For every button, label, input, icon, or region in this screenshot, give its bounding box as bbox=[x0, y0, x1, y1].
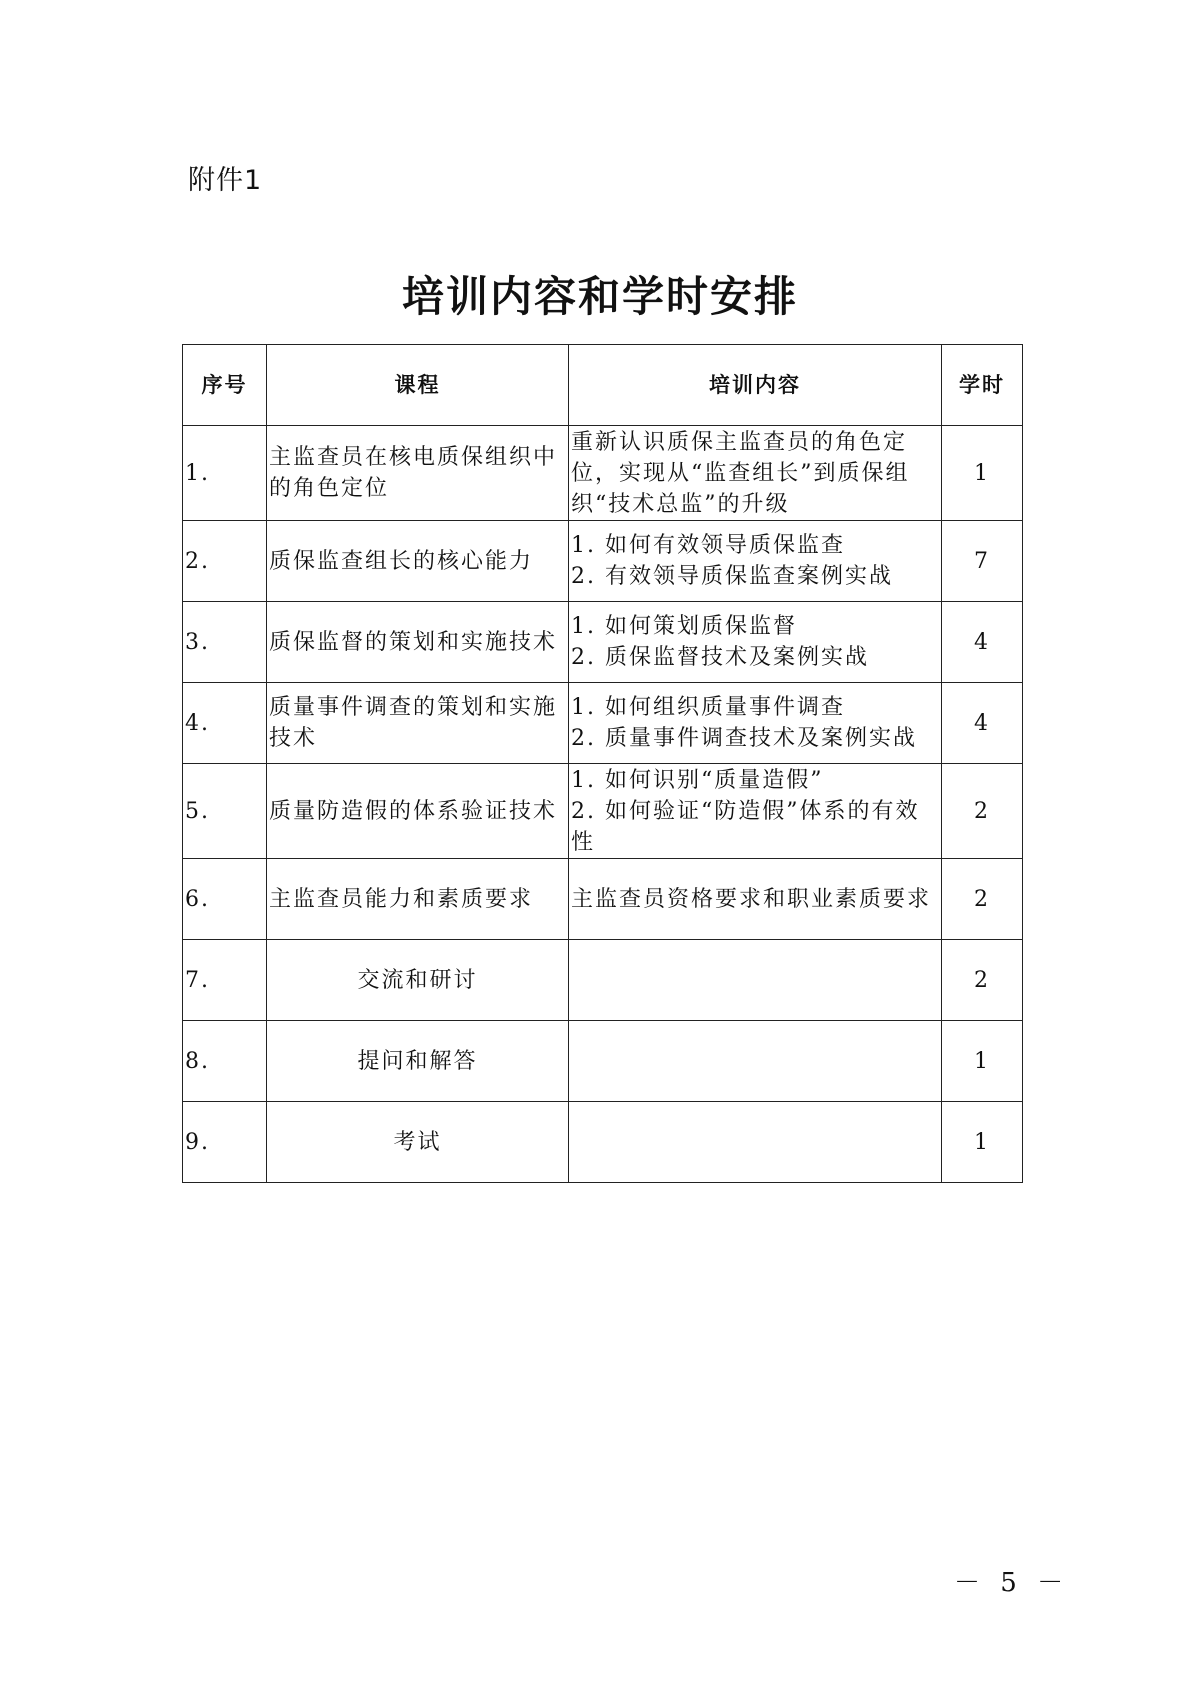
row-hours: 1 bbox=[942, 426, 1023, 521]
header-hours: 学时 bbox=[942, 345, 1023, 426]
row-index: 9. bbox=[183, 1102, 267, 1183]
content-line: 1. 如何有效领导质保监查 bbox=[571, 533, 845, 558]
row-course: 质量事件调查的策划和实施技术 bbox=[267, 683, 569, 764]
table-row bbox=[183, 940, 1023, 1021]
row-course: 主监查员在核电质保组织中的角色定位 bbox=[267, 426, 569, 521]
row-content bbox=[569, 1021, 942, 1102]
content-line: 重新认识质保主监查员的角色定位，实现从“监查组长”到质保组织“技术总监”的升级 bbox=[571, 429, 910, 517]
header-index: 序号 bbox=[183, 345, 267, 426]
row-hours: 1 bbox=[942, 1021, 1023, 1102]
table-header-row bbox=[183, 345, 1023, 426]
row-content bbox=[569, 859, 942, 940]
content-line: 1. 如何识别“质量造假” bbox=[571, 767, 824, 793]
row-content bbox=[569, 940, 942, 1021]
row-content bbox=[569, 426, 942, 521]
row-hours: 4 bbox=[942, 602, 1023, 683]
row-course: 提问和解答 bbox=[267, 1021, 569, 1102]
row-index: 3. bbox=[183, 602, 267, 683]
row-index: 7. bbox=[183, 940, 267, 1021]
content-line: 2. 质量事件调查技术及案例实战 bbox=[571, 726, 917, 751]
content-line: 2. 质保监督技术及案例实战 bbox=[571, 645, 869, 670]
row-content bbox=[569, 602, 942, 683]
row-index: 1. bbox=[183, 426, 267, 521]
row-index: 5. bbox=[183, 764, 267, 859]
content-line: 2. 有效领导质保监查案例实战 bbox=[571, 564, 893, 589]
row-hours: 4 bbox=[942, 683, 1023, 764]
table-row bbox=[183, 683, 1023, 764]
row-hours: 1 bbox=[942, 1102, 1023, 1183]
row-index: 6. bbox=[183, 859, 267, 940]
table-row bbox=[183, 859, 1023, 940]
content-line: 1. 如何组织质量事件调查 bbox=[571, 695, 845, 720]
row-content bbox=[569, 764, 942, 859]
row-course: 主监查员能力和素质要求 bbox=[267, 859, 569, 940]
row-index: 8. bbox=[183, 1021, 267, 1102]
row-index: 2. bbox=[183, 521, 267, 602]
row-hours: 7 bbox=[942, 521, 1023, 602]
row-index: 4. bbox=[183, 683, 267, 764]
training-schedule-table bbox=[182, 344, 1023, 1183]
row-hours: 2 bbox=[942, 764, 1023, 859]
header-content: 培训内容 bbox=[569, 345, 942, 426]
document-title: 培训内容和学时安排 bbox=[401, 272, 798, 321]
row-course: 考试 bbox=[267, 1102, 569, 1183]
content-line: 主监查员资格要求和职业素质要求 bbox=[571, 886, 932, 912]
table-row bbox=[183, 602, 1023, 683]
page-number: － 5 － bbox=[954, 1568, 1070, 1598]
row-hours: 2 bbox=[942, 940, 1023, 1021]
row-content bbox=[569, 521, 942, 602]
content-line: 2. 如何验证“防造假”体系的有效性 bbox=[571, 798, 920, 855]
content-line: 1. 如何策划质保监督 bbox=[571, 614, 797, 639]
row-content bbox=[569, 683, 942, 764]
row-course: 质量防造假的体系验证技术 bbox=[267, 764, 569, 859]
table-row bbox=[183, 426, 1023, 521]
table-row bbox=[183, 764, 1023, 859]
table-row bbox=[183, 1102, 1023, 1183]
table-row bbox=[183, 1021, 1023, 1102]
header-course: 课程 bbox=[267, 345, 569, 426]
row-hours: 2 bbox=[942, 859, 1023, 940]
row-course: 交流和研讨 bbox=[267, 940, 569, 1021]
row-content bbox=[569, 1102, 942, 1183]
row-course: 质保监查组长的核心能力 bbox=[267, 521, 569, 602]
attachment-label: 附件1 bbox=[188, 165, 263, 196]
table-row bbox=[183, 521, 1023, 602]
row-course: 质保监督的策划和实施技术 bbox=[267, 602, 569, 683]
